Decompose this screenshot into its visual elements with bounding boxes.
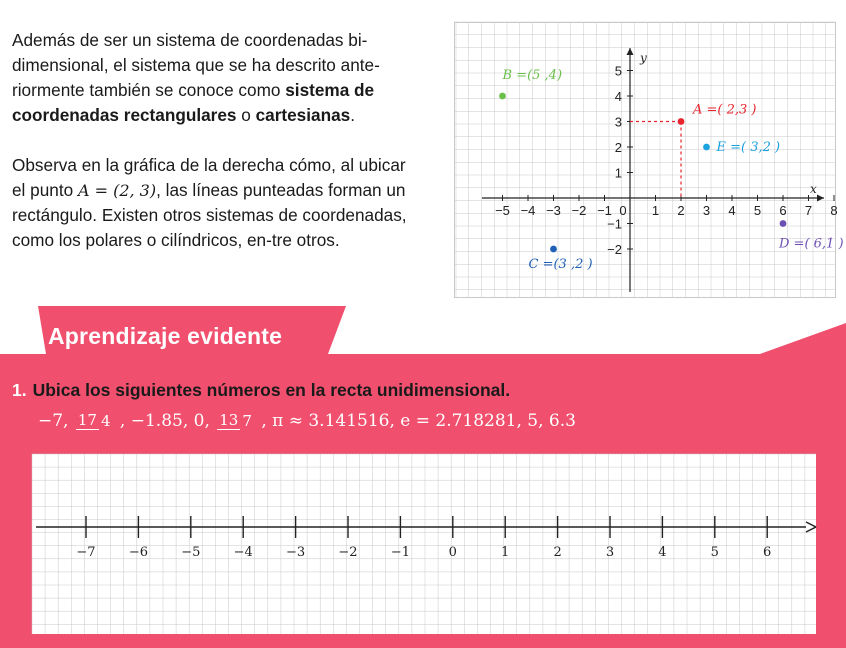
point-a-math: A = (2, 3) [77,181,157,200]
y-tick-label: 5 [614,63,622,79]
point-label-2: E =( 3,2 ) [716,140,781,155]
x-tick-label: 3 [702,203,711,218]
number-line-label: −6 [128,545,148,560]
y-tick-label: 1 [614,165,622,181]
number-line-label: 2 [553,545,562,560]
x-axis-label: x [810,182,817,196]
point-label-0: B =(5 ,4) [502,68,563,83]
intro-paragraph-1: Además de ser un sistema de coordenadas bi-dimensional, el sistema que se ha descrito ante-riormente también se conoce como sistema de coordenadas rectangulares o cartesianas. [12,30,380,125]
exercise-question [12,380,510,401]
coordinate-plane-chart [454,22,844,298]
value-text: −7, [38,410,69,431]
number-line-label: 4 [658,545,667,560]
number-line-label: 3 [605,545,615,560]
y-tick-label: 3 [614,114,622,130]
x-tick-label: 6 [779,203,787,218]
value-text: , π ≈ 3.141516, e = 2.718281, 5, 6.3 [261,410,576,431]
x-tick-label: 4 [728,203,736,218]
term-cartesian: cartesianas [255,105,351,125]
term-rectangular: sistema de coordenadas rectangulares [12,80,375,125]
number-line-label: 5 [710,545,719,560]
x-tick-label: 8 [830,203,838,218]
fraction-17-4: 17 4 [77,411,111,430]
x-tick-label: 5 [753,203,762,218]
work-panel[interactable] [32,454,816,634]
point-1 [678,118,685,125]
x-tick-label: −2 [571,203,587,218]
x-tick-label: −5 [495,203,510,218]
number-line-label: −5 [181,545,201,560]
number-line-label: 0 [448,545,457,560]
number-line-label: 6 [763,545,772,560]
point-label-4: C =(3 ,2 ) [528,257,593,272]
number-line-arrow [806,522,816,532]
banner-title: Aprendizaje evidente [48,323,283,349]
point-0 [499,93,506,100]
point-2 [703,144,710,151]
number-line-label: 1 [501,545,510,560]
x-tick-label: 0 [619,203,627,218]
y-tick-label: 2 [614,140,622,155]
exercise-number: 1. [12,380,27,400]
x-tick-label: 1 [651,203,660,218]
y-tick-label: −1 [607,216,622,232]
point-label-1: A =( 2,3 ) [693,102,757,118]
x-tick-label: −4 [520,203,536,218]
point-3 [780,220,787,227]
intro-text [12,28,422,253]
number-line-label: −2 [338,545,358,560]
y-axis-arrow [627,48,634,55]
number-line-grid[interactable] [32,454,816,634]
fraction-13-7: 13 7 [219,411,252,430]
x-tick-label: −3 [546,203,561,218]
point-label-3: D =( 6,1 ) [779,236,844,252]
y-tick-label: −2 [607,242,622,257]
number-line-label: −3 [286,545,306,560]
x-tick-label: 7 [804,203,813,218]
number-line-label: −7 [76,545,96,560]
intro-paragraph-2: Observa en la gráfica de la derecha cómo, al ubicar el punto A = (2, 3), las líneas punteadas forman un rectángulo. Existen otros sistemas de coordenadas, como los polares o cilíndricos, en-tre otros. [12,155,407,250]
y-axis-label: y [640,51,647,65]
exercise-question-text: Ubica los siguientes números en la recta unidimensional. [32,380,511,400]
x-tick-label: −1 [597,203,612,218]
number-line-label: −1 [390,545,410,560]
x-tick-label: 2 [677,203,685,218]
value-text: , −1.85, 0, [119,410,210,431]
point-4 [550,246,557,253]
number-line-label: −4 [233,545,253,560]
y-tick-label: 4 [614,89,622,104]
numbers-to-place [38,410,576,454]
